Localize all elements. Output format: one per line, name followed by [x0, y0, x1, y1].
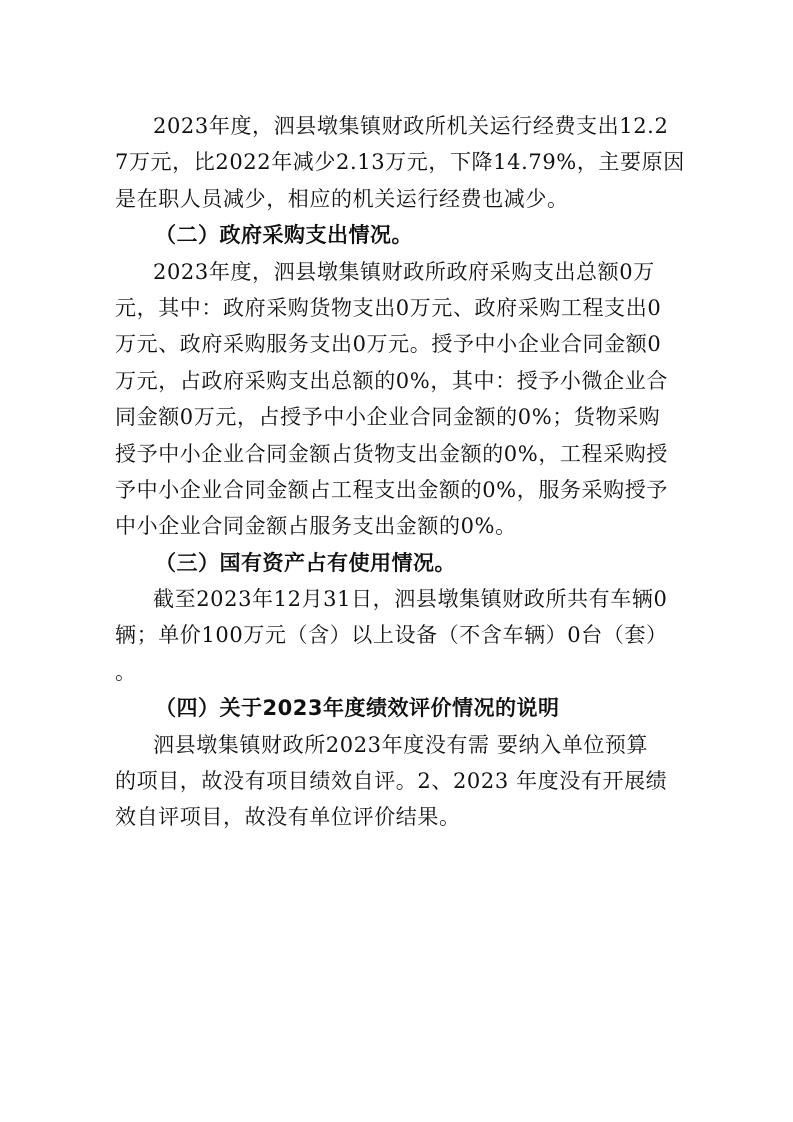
section-heading-state-assets: （三）国有资产占有使用情况。 [155, 550, 456, 575]
text-line: 是在职人员减少，相应的机关运行经费也减少。 [115, 186, 569, 211]
text-line: 的项目，故没有项目绩效自评。2、2023 年度没有开展绩 [115, 769, 668, 794]
text-line: 截至2023年12月31日，泗县墩集镇财政所共有车辆0 [153, 587, 668, 612]
text-line: 2023年度，泗县墩集镇财政所机关运行经费支出12.2 [153, 114, 669, 138]
text-line: 同金额0万元，占授予中小企业合同金额的0%；货物采购 [115, 405, 661, 430]
text-line: 中小企业合同金额占服务支出金额的0%。 [115, 514, 517, 539]
paragraph-operating-expenses [115, 108, 683, 217]
paragraph-state-assets [115, 581, 683, 690]
text-line: 予中小企业合同金额占工程支出金额的0%，服务采购授予 [115, 477, 668, 502]
text-line: 元，其中：政府采购货物支出0万元、政府采购工程支出0 [115, 295, 662, 320]
text-line: 7万元，比2022年减少2.13万元，下降14.79%，主要原因 [115, 150, 685, 175]
section-heading-procurement: （二）政府采购支出情况。 [155, 223, 413, 248]
section-heading-performance: （四）关于2023年度绩效评价情况的说明 [155, 696, 560, 721]
paragraph-performance [115, 727, 683, 836]
text-line: 2023年度，泗县墩集镇财政所政府采购支出总额0万 [153, 259, 655, 284]
text-line: 效自评项目，故没有单位评价结果。 [115, 805, 461, 830]
paragraph-procurement [115, 254, 683, 545]
text-line: 万元、政府采购服务支出0万元。授予中小企业合同金额0 [115, 332, 662, 357]
document-body [115, 108, 683, 836]
text-line: 。 [115, 659, 137, 684]
text-line: 授予中小企业合同金额占货物支出金额的0%，工程采购授 [115, 441, 668, 466]
text-line: 辆；单价100万元（含）以上设备（不含车辆）0台（套） [115, 623, 668, 648]
text-line: 泗县墩集镇财政所2023年度没有需 要纳入单位预算 [153, 732, 649, 757]
text-line: 万元，占政府采购支出总额的0%，其中：授予小微企业合 [115, 368, 668, 393]
